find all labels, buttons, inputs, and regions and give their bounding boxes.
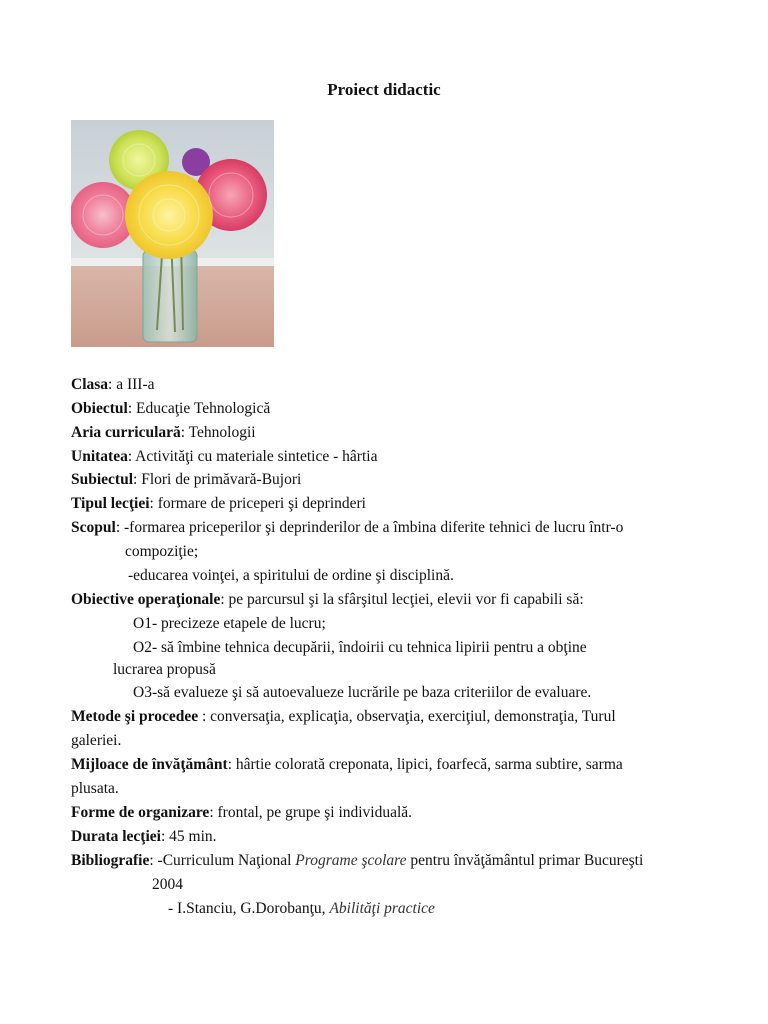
field-value: : a III-a bbox=[108, 376, 155, 393]
scopul-line: -educarea voinţei, a spiritului de ordine şi disciplină. bbox=[128, 567, 454, 584]
field-aria-curriculara bbox=[71, 423, 256, 443]
field-label: Aria curriculară bbox=[71, 424, 181, 441]
field-value: : Activităţi cu materiale sintetice - hârtia bbox=[127, 448, 378, 465]
scopul-continuation: compoziţie; bbox=[125, 543, 199, 560]
field-value: : -formarea priceperilor şi deprinderilor de a îmbina diferite tehnici de lucru într-o bbox=[115, 519, 624, 536]
objective-o2-continuation: lucrarea propusă bbox=[113, 661, 216, 678]
field-value: : -Curriculum Naţional bbox=[149, 852, 296, 869]
field-value: : frontal, pe grupe şi individuală. bbox=[209, 804, 413, 821]
metode-continuation: galeriei. bbox=[71, 732, 122, 749]
field-forme bbox=[71, 803, 412, 823]
field-mijloace bbox=[71, 755, 623, 775]
field-label: Obiective operaţionale bbox=[71, 591, 221, 608]
field-value: pentru învăţământul primar Bucureşti bbox=[406, 852, 644, 869]
field-scopul bbox=[71, 518, 623, 538]
field-value: : pe parcursul şi la sfârşitul lecţiei, elevii vor fi capabili să: bbox=[220, 591, 584, 608]
field-unitatea bbox=[71, 447, 377, 467]
field-value: : Tehnologii bbox=[180, 424, 256, 441]
bibliografie-entry-2 bbox=[168, 899, 435, 919]
field-label: Forme de organizare bbox=[71, 804, 210, 821]
objective-o1: O1- precizeze etapele de lucru; bbox=[133, 615, 326, 632]
field-value: : hârtie colorată creponata, lipici, foarfecă, sarma subtire, sarma bbox=[227, 756, 623, 773]
objective-o2: O2- să îmbine tehnica decupării, îndoirii cu tehnica lipirii pentru a obţine bbox=[133, 639, 587, 656]
field-bibliografie bbox=[71, 851, 643, 871]
field-clasa bbox=[71, 375, 155, 395]
mijloace-continuation: plusata. bbox=[71, 780, 119, 797]
field-label: Subiectul bbox=[71, 471, 134, 488]
objective-o3: O3-să evalueze şi să autoevalueze lucrările pe baza criteriilor de evaluare. bbox=[133, 684, 592, 701]
bibliografie-year: 2004 bbox=[152, 876, 183, 893]
field-obiectul bbox=[71, 399, 270, 419]
citation-title: Abilităţi practice bbox=[329, 900, 435, 917]
field-value: : formare de priceperi şi deprinderi bbox=[149, 495, 366, 512]
field-label: Scopul bbox=[71, 519, 116, 536]
field-obiective bbox=[71, 590, 584, 610]
field-label: Bibliografie bbox=[71, 852, 150, 869]
field-label: Obiectul bbox=[71, 400, 128, 417]
field-value: : Educaţie Tehnologică bbox=[127, 400, 271, 417]
field-value: : conversaţia, explicaţia, observaţia, exerciţiul, demonstraţia, Turul bbox=[198, 708, 616, 725]
field-label: Durata lecţiei bbox=[71, 828, 161, 845]
flower-vase-photo bbox=[71, 120, 274, 347]
field-subiectul bbox=[71, 470, 301, 490]
field-label: Unitatea bbox=[71, 448, 128, 465]
field-label: Clasa bbox=[71, 376, 109, 393]
citation-title: Programe şcolare bbox=[295, 852, 407, 869]
field-durata bbox=[71, 827, 217, 847]
field-label: Metode şi procedee bbox=[71, 708, 199, 725]
field-value: : 45 min. bbox=[160, 828, 217, 845]
field-label: Mijloace de învăţământ bbox=[71, 756, 228, 773]
field-tipul-lectiei bbox=[71, 494, 366, 514]
citation-authors: - I.Stanciu, G.Dorobanţu, bbox=[168, 900, 330, 917]
page-title: Proiect didactic bbox=[327, 80, 441, 99]
field-metode bbox=[71, 707, 616, 727]
paper-flowers-icon bbox=[71, 120, 274, 347]
field-label: Tipul lecţiei bbox=[71, 495, 150, 512]
field-value: : Flori de primăvară-Bujori bbox=[133, 471, 302, 488]
